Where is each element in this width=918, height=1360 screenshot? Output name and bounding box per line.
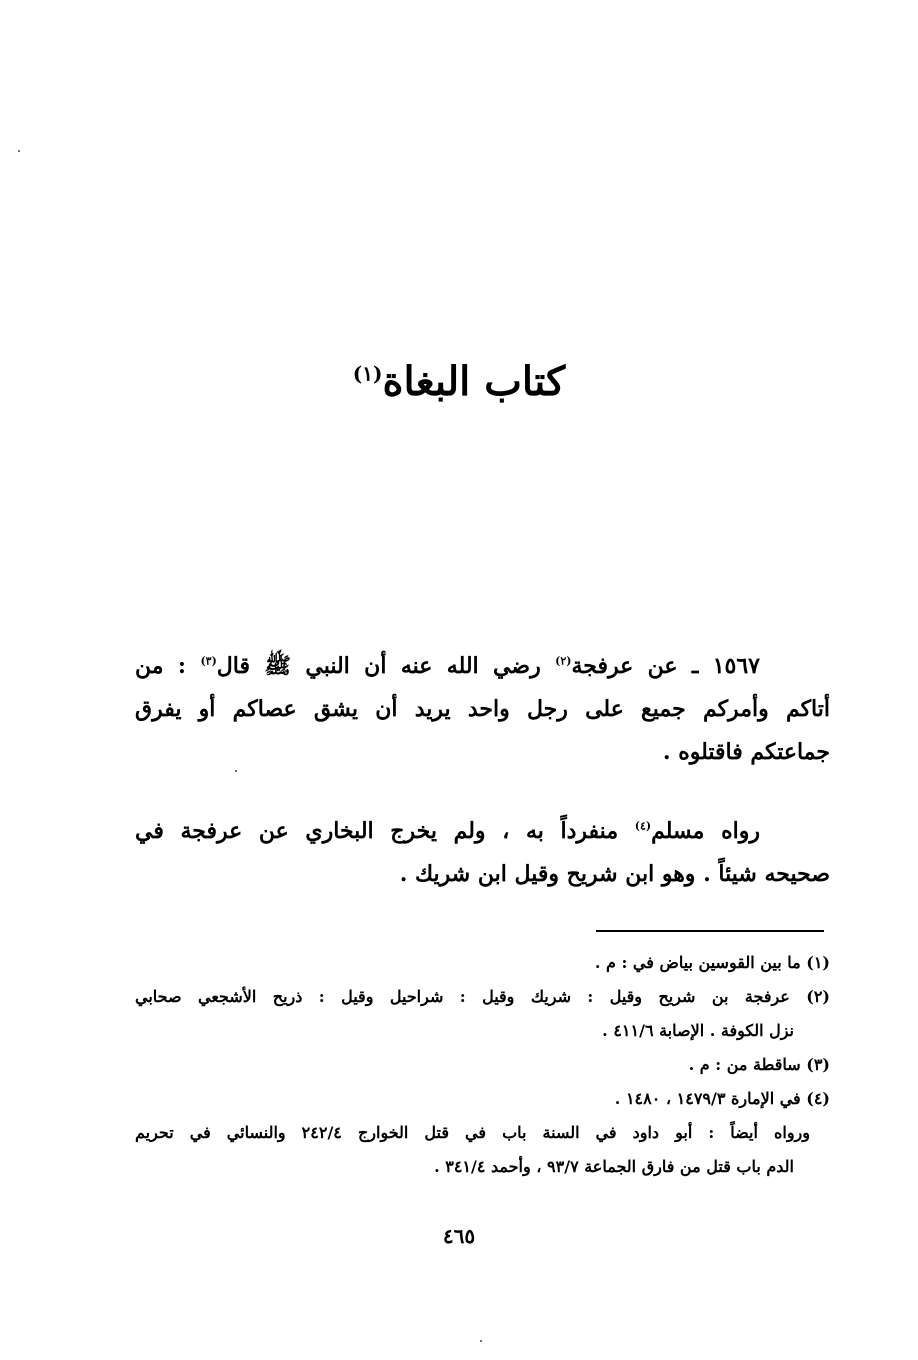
hadith-number-and-narrator: ١٥٦٧ ـ عن عرفجة — [571, 653, 760, 679]
narration-paragraph — [135, 810, 830, 896]
footnotes — [135, 946, 830, 1184]
chapter-title-footnote-ref: (١) — [352, 361, 383, 386]
footnote-3: (٣) ساقطة من : م . — [688, 1055, 830, 1074]
footnote-ref-3: (٣) — [200, 654, 217, 668]
footnote-2-line-1: (٢) عرفجة بن شريح وقيل : شريك وقيل : شراحيل وقيل : ذريح الأشجعي صحابي — [135, 987, 830, 1006]
narration-text-part: رواه مسلم — [651, 818, 760, 844]
chapter-title-text: كتاب البغاة — [382, 358, 566, 405]
hadith-line-1 — [135, 645, 830, 688]
footnote-4-line-3: الدم باب قتل من فارق الجماعة ٩٣/٧ ، وأحمد ٣٤١/٤ . — [434, 1157, 794, 1176]
scan-speck — [18, 150, 20, 152]
chapter-title — [0, 352, 918, 412]
footnote-separator — [596, 930, 824, 932]
hadith-paragraph — [135, 645, 830, 774]
hadith-line-3: جماعتكم فاقتلوه . — [662, 739, 830, 765]
hadith-text-part: : من — [135, 653, 201, 679]
footnote-ref-4: (٤) — [634, 819, 652, 833]
footnote-ref-2: (٢) — [555, 654, 572, 668]
hadith-text-part: رضي الله عنه أن النبي ﷺ قال — [216, 653, 556, 679]
narration-text-part: منفرداً به ، ولم يخرج البخاري عن عرفجة في — [135, 818, 635, 844]
narration-line-1 — [135, 810, 830, 853]
footnote-1: (١) ما بين القوسين بياض في : م . — [594, 953, 830, 972]
scan-speck — [480, 1340, 482, 1342]
footnote-2-line-2: نزل الكوفة . الإصابة ٤١١/٦ . — [602, 1021, 794, 1040]
footnote-4-line-2: ورواه أيضاً : أبو داود في السنة باب في قتل الخوارج ٢٤٢/٤ والنسائي في تحريم — [135, 1123, 810, 1142]
footnote-4-line-1: (٤) في الإمارة ١٤٧٩/٣ ، ١٤٨٠ . — [614, 1089, 830, 1108]
scan-speck — [235, 770, 237, 772]
hadith-line-2: أتاكم وأمركم جميع على رجل واحد يريد أن يشق عصاكم أو يفرق — [135, 696, 830, 722]
narration-line-2: صحيحه شيئاً . وهو ابن شريح وقيل ابن شريك . — [399, 861, 830, 887]
page-number: ٤٦٥ — [442, 1224, 476, 1248]
